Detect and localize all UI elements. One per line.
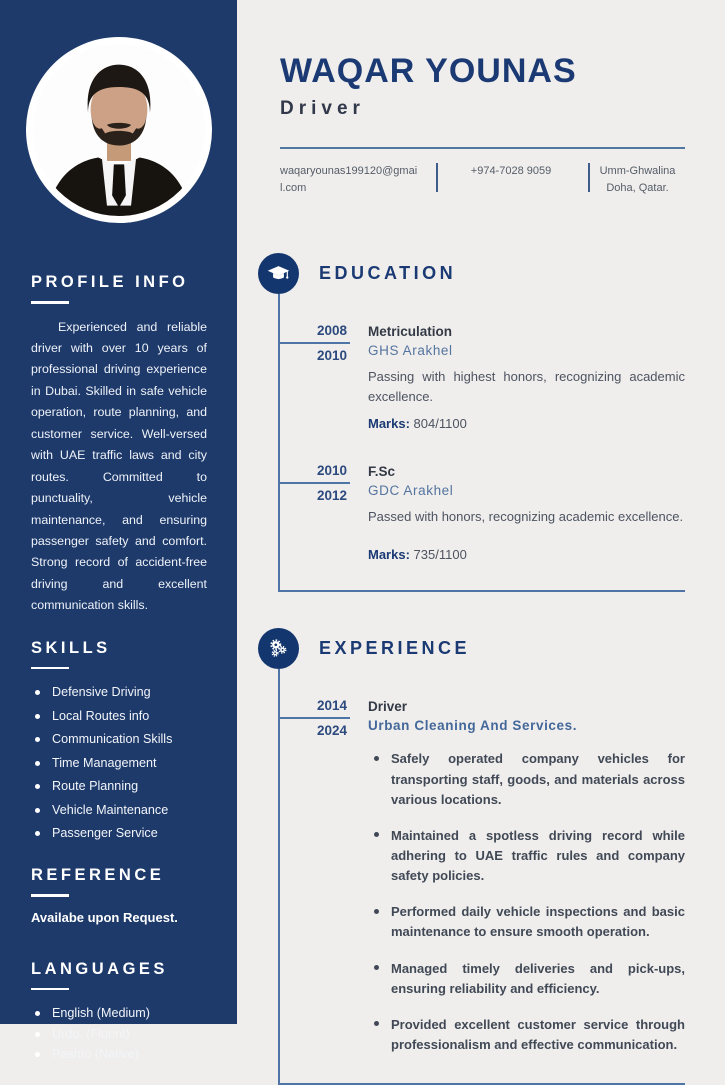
- contact-bar: [280, 163, 685, 196]
- school-name: GHS Arakhel: [368, 343, 453, 358]
- reference-text: Availabe upon Request.: [31, 909, 178, 925]
- experience-section: [258, 628, 685, 1085]
- profile-info-section: [31, 273, 207, 617]
- education-entry: [280, 294, 685, 431]
- marks-label: Marks:: [368, 547, 410, 563]
- title-underline: [31, 667, 69, 670]
- education-section: [258, 253, 685, 592]
- sidebar: [0, 0, 237, 1062]
- skills-title: SKILLS: [31, 638, 111, 657]
- degree-description: Passed with honors, recognizing academic excellence.: [368, 509, 684, 525]
- skills-list: [31, 685, 207, 840]
- contact-phone: +974-7028 9059: [470, 165, 552, 177]
- skill-item: Time Management: [31, 756, 207, 770]
- candidate-name: WAQAR YOUNAS: [280, 52, 577, 90]
- skills-section: [31, 639, 207, 841]
- header-divider: [280, 147, 685, 149]
- languages-list: [31, 1006, 207, 1061]
- experience-bullet: Safely operated company vehicles for transporting staff, goods, and materials across various locations.: [368, 749, 685, 809]
- year-to: 2024: [316, 723, 347, 739]
- contact-divider: [436, 163, 438, 192]
- entry-dates: [280, 463, 350, 562]
- languages-section: [31, 960, 207, 1062]
- experience-title: EXPERIENCE: [319, 638, 471, 659]
- experience-header: [258, 628, 685, 669]
- entry-body: [368, 323, 685, 431]
- degree-description: Passing with highest honors, recognizing academic excellence.: [368, 369, 685, 405]
- experience-bullet: Managed timely deliveries and pick-ups, ensuring reliability and efficiency.: [368, 959, 685, 999]
- job-title: Driver: [368, 699, 408, 715]
- candidate-role: Driver: [280, 98, 365, 119]
- contact-email: waqaryounas199120@gmail.com: [280, 165, 418, 194]
- degree-name: F.Sc: [368, 464, 396, 480]
- marks-row: [368, 547, 685, 562]
- entry-dates: [280, 323, 350, 431]
- year-from: 2010: [280, 463, 350, 484]
- portrait-illustration: [33, 44, 205, 216]
- experience-timeline: [278, 669, 685, 1085]
- languages-title: LANGUAGES: [31, 959, 168, 978]
- marks-label: Marks:: [368, 416, 410, 432]
- experience-bullets: [368, 749, 685, 1055]
- experience-bullet: Provided excellent customer service through professionalism and effective communication.: [368, 1015, 685, 1055]
- education-title: EDUCATION: [319, 263, 457, 283]
- skill-item: Vehicle Maintenance: [31, 803, 207, 817]
- language-item: Pashto (Native): [31, 1047, 207, 1061]
- marks-value: 735/1100: [413, 547, 467, 563]
- experience-bullet: Maintained a spotless driving record while adhering to UAE traffic rules and company safety policies.: [368, 826, 685, 886]
- reference-title: REFERENCE: [31, 866, 165, 885]
- gears-icon: [258, 628, 299, 669]
- profile-photo: [26, 37, 212, 223]
- title-underline: [31, 894, 69, 897]
- education-entry: [280, 431, 685, 562]
- header-block: [280, 52, 685, 120]
- degree-name: Metriculation: [368, 324, 453, 339]
- skill-item: Local Routes info: [31, 709, 207, 723]
- skill-item: Route Planning: [31, 779, 207, 793]
- marks-row: [368, 416, 685, 431]
- experience-entry: [280, 669, 685, 1055]
- title-underline: [31, 988, 69, 991]
- profile-summary: Experienced and reliable driver with over 10 years of professional driving experience in Dubai. Skilled in safe vehicle operation, route planning, and customer service. Well-versed with UAE traffic laws and city routes. Committed to punctuality, vehicle maintenance, and ensuring passenger safety and comfort. Strong record of accident-free driving and excellent communication skills.: [31, 319, 207, 613]
- skill-item: Passenger Service: [31, 826, 207, 840]
- language-item: English (Medium): [31, 1006, 207, 1020]
- entry-dates: [280, 698, 350, 1055]
- language-item: Urdu. (Fluent): [31, 1027, 207, 1041]
- reference-section: [31, 866, 207, 925]
- company-name: Urban Cleaning And Services.: [368, 718, 578, 734]
- skill-item: Defensive Driving: [31, 685, 207, 699]
- title-underline: [31, 301, 69, 304]
- main-content: [237, 0, 725, 1052]
- experience-bullet: Performed daily vehicle inspections and basic maintenance to ensure smooth operation.: [368, 902, 685, 942]
- year-from: 2008: [280, 323, 350, 344]
- education-timeline: [278, 294, 685, 592]
- year-to: 2012: [316, 488, 347, 504]
- profile-info-title: PROFILE INFO: [31, 273, 189, 291]
- graduation-cap-icon: [258, 253, 299, 294]
- contact-location: Umm-Ghwalina Doha, Qatar.: [599, 165, 676, 194]
- skill-item: Communication Skills: [31, 732, 207, 746]
- education-header: [258, 253, 685, 294]
- entry-body: [368, 698, 685, 1055]
- entry-body: [368, 463, 685, 562]
- school-name: GDC Arakhel: [368, 483, 454, 499]
- year-to: 2010: [316, 348, 347, 363]
- marks-value: 804/1100: [413, 416, 467, 432]
- year-from: 2014: [280, 698, 350, 719]
